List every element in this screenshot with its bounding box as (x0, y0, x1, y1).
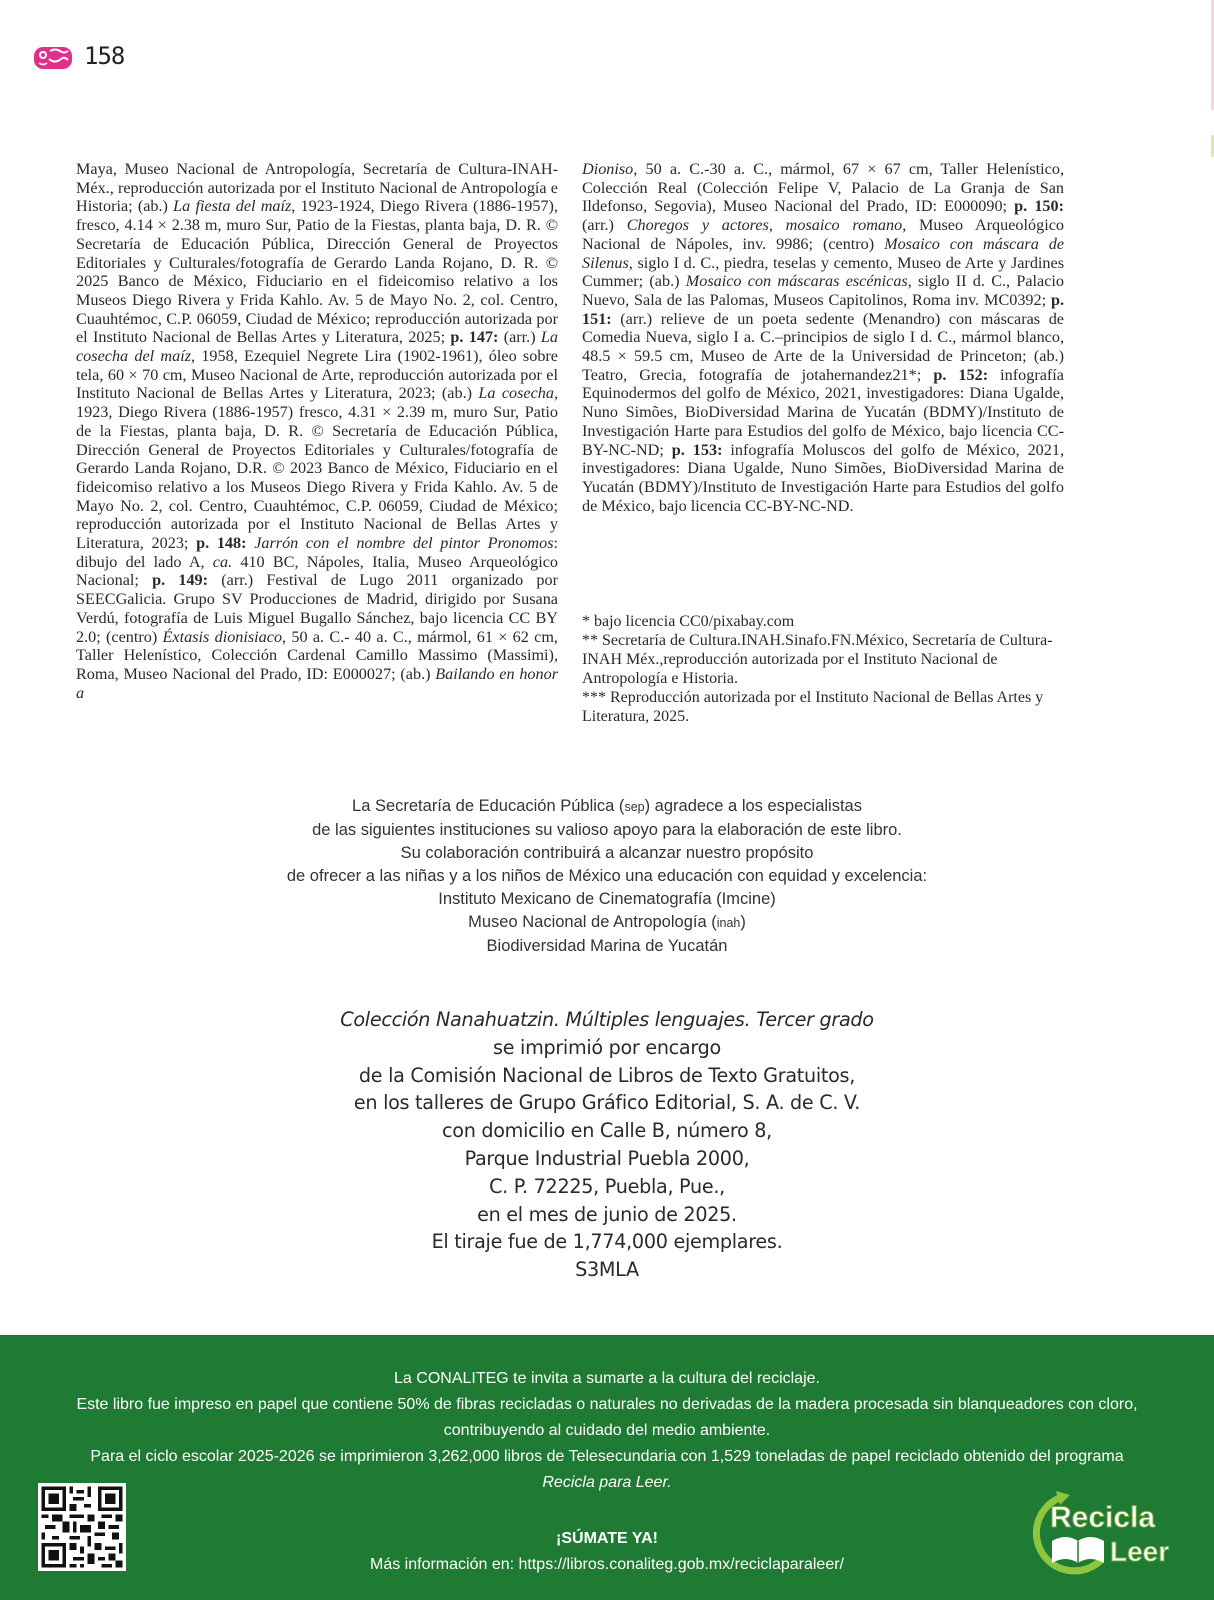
ack-institution: Biodiversidad Marina de Yucatán (486, 937, 728, 955)
colophon-line: C. P. 72225, Puebla, Pue., (489, 1174, 725, 1198)
colophon-line: en los talleres de Grupo Gráfico Editorial, S. A. de C. V. (353, 1091, 861, 1115)
qr-code-icon[interactable] (38, 1483, 126, 1571)
colophon-line: de la Comisión Nacional de Libros de Texto Gratuitos, (358, 1063, 856, 1087)
ack-line: de las siguientes instituciones su valioso apoyo para la elaboración de este libro. (312, 821, 902, 839)
credits-column-right (582, 160, 1064, 515)
recycling-program: Recicla para Leer. (542, 1474, 672, 1491)
colophon-line: Parque Industrial Puebla 2000, (464, 1146, 750, 1170)
colophon-code: S3MLA (575, 1258, 639, 1282)
colophon-line: El tiraje fue de 1,774,000 ejemplares. (431, 1230, 783, 1254)
ack-line: de ofrecer a las niñas y a los niños de México una educación con equidad y excelencia: (286, 867, 928, 885)
footnotes (582, 612, 1064, 726)
colophon-line: con domicilio en Calle B, número 8, (442, 1119, 772, 1143)
leer-logo-word: Leer (1110, 1536, 1170, 1567)
recicla-para-leer-logo (1032, 1483, 1182, 1575)
ack-line: Su colaboración contribuirá a alcanzar nuestro propósito (400, 844, 814, 862)
credits-text-right: Dioniso, 50 a. C.-30 a. C., mármol, 67 × 67 cm, Taller Helenístico, Colección Real (Colección Felipe V, Palacio de La Granja de San Ildefonso, Segovia), Museo Nacional del Prado, ID: E000090; p. 150: (arr.) Choregos y actores, mosaico romano, Museo Arqueológico Nacional de Nápoles, inv. 9986; (centro) Mosaico con máscara de Silenus, siglo I d. C., piedra, teselas y cemento, Museo de Arte y Jardines Cummer; (ab.) Mosaico con máscaras escénicas, siglo II d. C., Palacio Nuevo, Sala de las Palomas, Museos Capitolinos, Roma inv. MC0392; p. 151: (arr.) relieve de un poeta sedente (Menandro) con máscaras de Comedia Nueva, siglo I a. C.–principios de siglo I d. C., mármol blanco, 48.5 × 59.5 cm, Museo de Arte de la Universidad de Princeton; (ab.) Teatro, Grecia, fotografía de jotahernandez21*; p. 152: infografía Equinodermos del golfo de México, 2021, investigadores: Diana Ugalde, Nuno Simões, BioDiversidad Marina de Yucatán (BDMY)/Instituto de Investigación Harte para Estudios del golfo de México, bajo licencia CC-BY-NC-ND; p. 153: infografía Moluscos del golfo de México, 2021, investigadores: Diana Ugalde, Nuno Simões, BioDiversidad Marina de Yucatán (BDMY)/Instituto de Investigación Harte para Estudios del golfo de México, bajo licencia CC-BY-NC-ND. (582, 160, 1065, 515)
colophon (0, 1006, 1214, 1284)
acknowledgements (0, 795, 1214, 958)
footnote: * bajo licencia CC0/pixabay.com (582, 613, 795, 630)
recicla-logo-word: Recicla (1050, 1501, 1156, 1534)
credits-column-left (76, 160, 558, 702)
page-number: 158 (84, 42, 125, 70)
credits-text-left: Maya, Museo Nacional de Antropología, Secretaría de Cultura-INAH-Méx., reproducción autorizada por el Instituto Nacional de Antropología e Historia; (ab.) La fiesta del maíz, 1923-1924, Diego Rivera (1886-1957), fresco, 4.14 × 2.38 m, muro Sur, Patio de la Fiestas, planta baja, D. R. © Secretaría de Educación Pública, Dirección General de Proyectos Editoriales y Culturales/fotografía de Gerardo Landa Rojano, D. R. © 2025 Banco de México, Fiduciario en el fideicomiso relativo a los Museos Diego Rivera y Frida Kahlo. Av. 5 de Mayo No. 2, col. Centro, Cuauhtémoc, C.P. 06059, Ciudad de México; reproducción autorizada por el Instituto Nacional de Bellas Artes y Literatura, 2025; p. 147: (arr.) La cosecha del maíz, 1958, Ezequiel Negrete Lira (1902-1961), óleo sobre tela, 60 × 70 cm, Museo Nacional de Arte, reproducción autorizada por el Instituto Nacional de Bellas Artes y Literatura, 2023; (ab.) La cosecha, 1923, Diego Rivera (1886-1957) fresco, 4.31 × 2.39 m, muro Sur, Patio de la Fiestas, planta baja, D. R. © Secretaría de Educación Pública, Dirección General de Proyectos Editoriales y Culturales/fotografía de Gerardo Landa Rojano, D.R. © 2023 Banco de México, Fiduciario en el fideicomiso relativo a los Museos Diego Rivera y Frida Kahlo. Av. 5 de Mayo No. 2, col. Centro, Cuauhtémoc, C.P. 06059, Ciudad de México; reproducción autorizada por el Instituto Nacional de Bellas Artes y Literatura, 2023; p. 148: Jarrón con el nombre del pintor Pronomos: dibujo del lado A, ca. 410 BC, Nápoles, Italia, Museo Arqueológico Nacional; p. 149: (arr.) Festival de Lugo 2011 organizado por SEECGalicia. Grupo SV Producciones de Madrid, dirigido por Susana Verdú, fotografía de Luis Miguel Bugallo Sánchez, bajo licencia CC BY 2.0; (centro) Éxtasis dionisiaco, 50 a. C.- 40 a. C., mármol, 61 × 62 cm, Taller Helenístico, Colección Cardenal Camillo Massimo (Massimi), Roma, Museo Nacional del Prado, ID: E000027; (ab.) Bailando en honor a (76, 160, 559, 702)
recycling-footer (0, 1335, 1214, 1600)
recycling-line: contribuyendo al cuidado del medio ambiente. (443, 1422, 771, 1439)
colophon-line: se imprimió por encargo (493, 1035, 721, 1059)
recycling-message (0, 1366, 1214, 1496)
book-logo-icon (33, 44, 73, 72)
ack-institution: Museo Nacional de Antropología (inah) (468, 913, 746, 931)
sumate-heading: ¡SÚMATE YA! (556, 1530, 658, 1547)
ack-institution: Instituto Mexicano de Cinematografía (Imcine) (438, 890, 776, 908)
recycling-line: La CONALITEG te invita a sumarte a la cultura del reciclaje. (394, 1370, 820, 1387)
recycling-line: Este libro fue impreso en papel que contiene 50% de fibras recicladas o naturales no derivadas de la madera procesada sin blanqueadores con cloro, (76, 1396, 1138, 1413)
footnote: *** Reproducción autorizada por el Instituto Nacional de Bellas Artes y Literatura, 2025. (582, 689, 1044, 725)
colophon-title: Colección Nanahuatzin. Múltiples lenguajes. Tercer grado (340, 1008, 874, 1031)
ack-line: La Secretaría de Educación Pública (sep) agradece a los especialistas (352, 797, 862, 815)
footnote: ** Secretaría de Cultura.INAH.Sinafo.FN.México, Secretaría de Cultura-INAH Méx.,reproducción autorizada por el Instituto Nacional de Antropología e Historia. (582, 632, 1053, 687)
colophon-line: en el mes de junio de 2025. (477, 1202, 737, 1226)
recycling-line: Para el ciclo escolar 2025-2026 se imprimieron 3,262,000 libros de Telesecundaria con 1,529 toneladas de papel reciclado obtenido del programa (90, 1448, 1124, 1465)
more-info-link[interactable]: Más información en: https://libros.conaliteg.gob.mx/reciclaparaleer/ (370, 1556, 844, 1573)
